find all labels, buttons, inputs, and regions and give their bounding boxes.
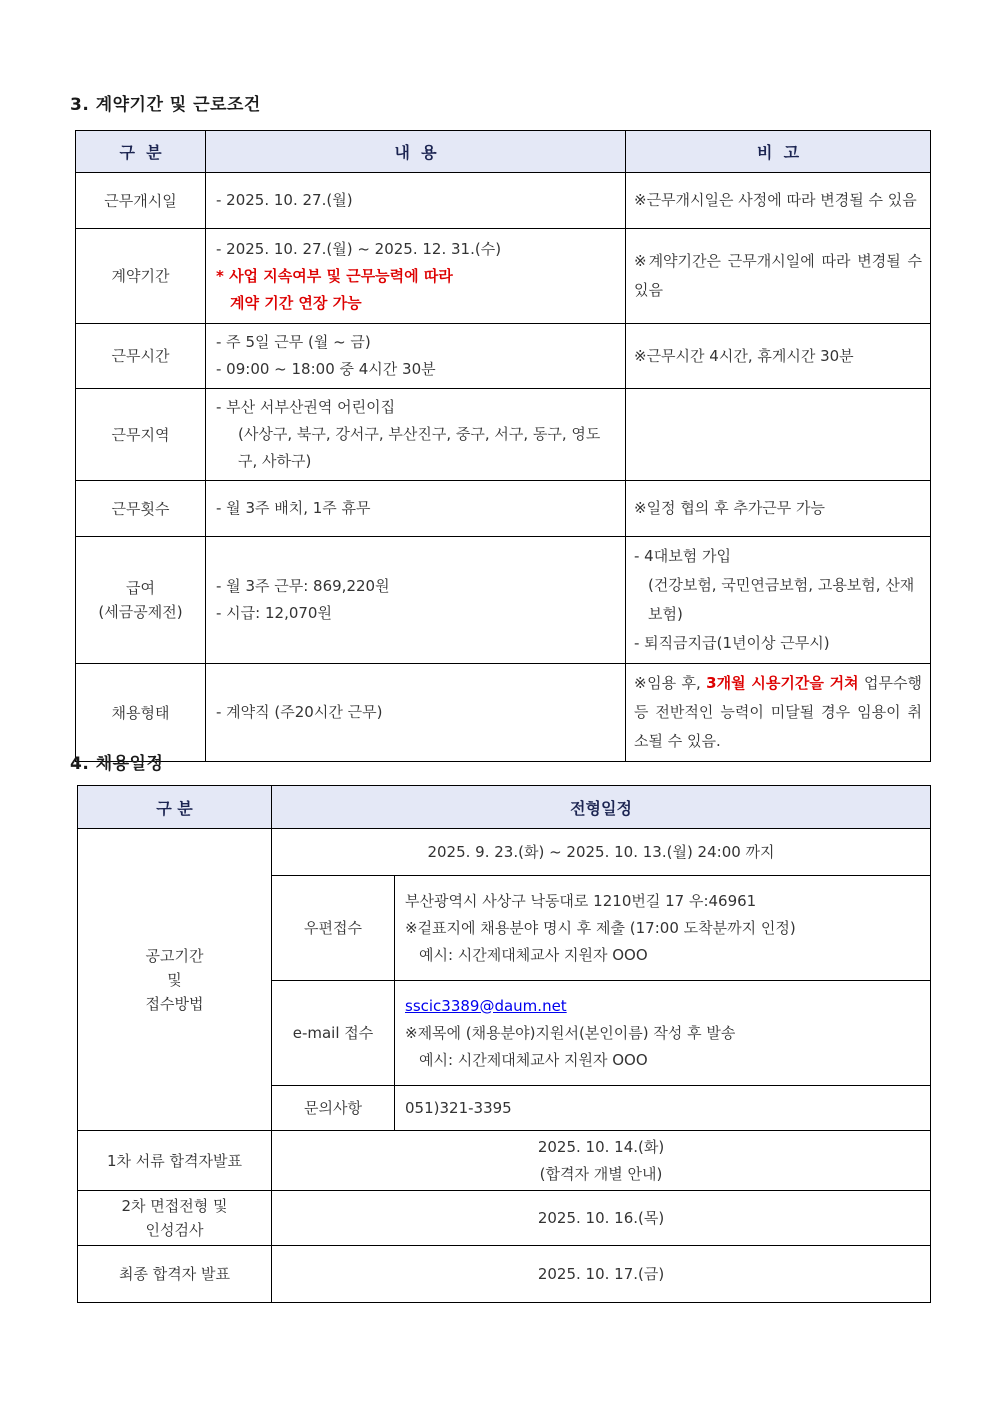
- employment-type-note: [626, 664, 931, 762]
- start-date-content: [206, 173, 626, 229]
- header-note: [626, 131, 931, 173]
- header-category-label: 구 분: [119, 143, 162, 162]
- row-work-hours: [76, 324, 931, 389]
- cell-line: 공고기간: [145, 946, 204, 965]
- final-pass-value: 2025. 10. 17.(금): [272, 1246, 931, 1303]
- row-employment-type: [76, 664, 931, 762]
- contract-table-header-row: [76, 131, 931, 173]
- cell-line: - 주 5일 근무 (월 ~ 금): [216, 333, 371, 351]
- employment-type-content: [206, 664, 626, 762]
- header-schedule: [272, 786, 931, 829]
- first-pass-label: 1차 서류 합격자발표: [78, 1131, 272, 1191]
- header-content: [206, 131, 626, 173]
- final-pass-label: 최종 합격자 발표: [78, 1246, 272, 1303]
- inquiry-label: 문의사항: [272, 1086, 395, 1131]
- header-category-label: 구 분: [156, 798, 193, 818]
- postal-label: 우편접수: [272, 876, 395, 981]
- note-text: ※임용 후,: [634, 674, 707, 692]
- row-second-interview: [78, 1191, 931, 1246]
- cell-line: - 월 3주 근무: 869,220원: [216, 577, 390, 595]
- cell-line: 접수방법: [145, 994, 204, 1013]
- cell-line: - 09:00 ~ 18:00 중 4시간 30분: [216, 360, 436, 378]
- work-hours-content: [206, 324, 626, 389]
- application-method-label: [78, 829, 272, 1131]
- cell-line: - 계약직 (주20시간 근무): [216, 703, 383, 721]
- header-category: [76, 131, 206, 173]
- inquiry-phone-value: 051)321-3395: [395, 1086, 931, 1131]
- cell-line: (합격자 개별 안내): [539, 1164, 663, 1183]
- row-start-date: [76, 173, 931, 229]
- cell-line: - 4대보험 가입: [634, 547, 731, 565]
- cell-line-highlight: * 사업 지속여부 및 근무능력에 따라: [216, 266, 453, 285]
- work-hours-note: ※근무시간 4시간, 휴게시간 30분: [626, 324, 931, 389]
- first-pass-value: [272, 1131, 931, 1191]
- cell-line: - 시급: 12,070원: [216, 604, 332, 622]
- employment-type-label: 채용형태: [76, 664, 206, 762]
- salary-note: [626, 537, 931, 664]
- work-hours-label: 근무시간: [76, 324, 206, 389]
- start-date-note: ※근무개시일은 사정에 따라 변경될 수 있음: [626, 173, 931, 229]
- email-content: [395, 981, 931, 1086]
- header-content-label: 내 용: [394, 143, 437, 162]
- header-schedule-label: 전형일정: [570, 798, 632, 818]
- contract-period-content: [206, 229, 626, 324]
- cell-line: - 2025. 10. 27.(월) ~ 2025. 12. 31.(수): [216, 239, 502, 258]
- cell-line: 예시: 시간제대체교사 지원자 OOO: [419, 1050, 648, 1069]
- header-category: [78, 786, 272, 829]
- work-weeks-content: [206, 481, 626, 537]
- row-final-pass: [78, 1246, 931, 1303]
- postal-content: [395, 876, 931, 981]
- work-area-content: [206, 389, 626, 481]
- second-interview-label: [78, 1191, 272, 1246]
- salary-label: [76, 537, 206, 664]
- cell-line: (세금공제전): [98, 603, 183, 621]
- work-area-note-empty: [626, 389, 931, 481]
- schedule-table-header-row: [78, 786, 931, 829]
- row-work-area: [76, 389, 931, 481]
- cell-line-highlight: 계약 기간 연장 가능: [230, 293, 362, 312]
- application-period-value: 2025. 9. 23.(화) ~ 2025. 10. 13.(월) 24:00 까지: [272, 829, 931, 876]
- work-weeks-note: ※일정 협의 후 추가근무 가능: [626, 481, 931, 537]
- salary-content: [206, 537, 626, 664]
- note-text: 업무수행 등 전반적인 능력이 미달될 경우 임용이 취소될 수 있음.: [634, 674, 923, 750]
- cell-line: - 부산 서부산권역 어린이집: [216, 398, 396, 416]
- cell-line: (건강보험, 국민연금보험, 고용보험, 산재보험): [648, 576, 915, 623]
- cell-line: 부산광역시 사상구 낙동대로 1210번길 17 우:46961: [405, 891, 757, 910]
- cell-line: 2025. 10. 14.(화): [537, 1137, 665, 1156]
- section-3-title: 3. 계약기간 및 근로조건: [70, 95, 261, 115]
- row-salary: [76, 537, 931, 664]
- cell-line: - 월 3주 배치, 1주 휴무: [216, 499, 371, 517]
- email-address-link[interactable]: sscic3389@daum.net: [405, 996, 567, 1015]
- start-date-label: 근무개시일: [76, 173, 206, 229]
- row-first-pass: [78, 1131, 931, 1191]
- cell-line: ※겉표지에 채용분야 명시 후 제출 (17:00 도착분까지 인정): [405, 918, 796, 937]
- header-note-label: 비 고: [756, 143, 800, 162]
- second-interview-value: 2025. 10. 16.(목): [272, 1191, 931, 1246]
- cell-line: 및: [167, 970, 182, 989]
- cell-line: 예시: 시간제대체교사 지원자 OOO: [419, 945, 648, 964]
- row-contract-period: [76, 229, 931, 324]
- recruitment-schedule-table: [77, 785, 931, 1303]
- note-text-highlight: 3개월 시용기간을 거쳐: [706, 674, 859, 692]
- work-area-label: 근무지역: [76, 389, 206, 481]
- email-label: e-mail 접수: [272, 981, 395, 1086]
- cell-line: - 퇴직금지급(1년이상 근무시): [634, 634, 830, 652]
- cell-line: - 2025. 10. 27.(월): [216, 191, 353, 209]
- cell-line: 인성검사: [145, 1221, 204, 1239]
- section-4-title: 4. 채용일정: [70, 754, 164, 774]
- work-weeks-label: 근무횟수: [76, 481, 206, 537]
- cell-line: 2차 면접전형 및: [121, 1197, 228, 1215]
- contract-period-note: ※계약기간은 근무개시일에 따라 변경될 수 있음: [626, 229, 931, 324]
- contract-conditions-table: [75, 130, 931, 762]
- cell-line: 급여: [126, 579, 155, 597]
- cell-line: (사상구, 북구, 강서구, 부산진구, 중구, 서구, 동구, 영도구, 사하구): [238, 425, 601, 470]
- row-work-weeks: [76, 481, 931, 537]
- row-application-period: [78, 829, 931, 876]
- contract-period-label: 계약기간: [76, 229, 206, 324]
- cell-line: ※제목에 (채용분야)지원서(본인이름) 작성 후 발송: [405, 1023, 736, 1042]
